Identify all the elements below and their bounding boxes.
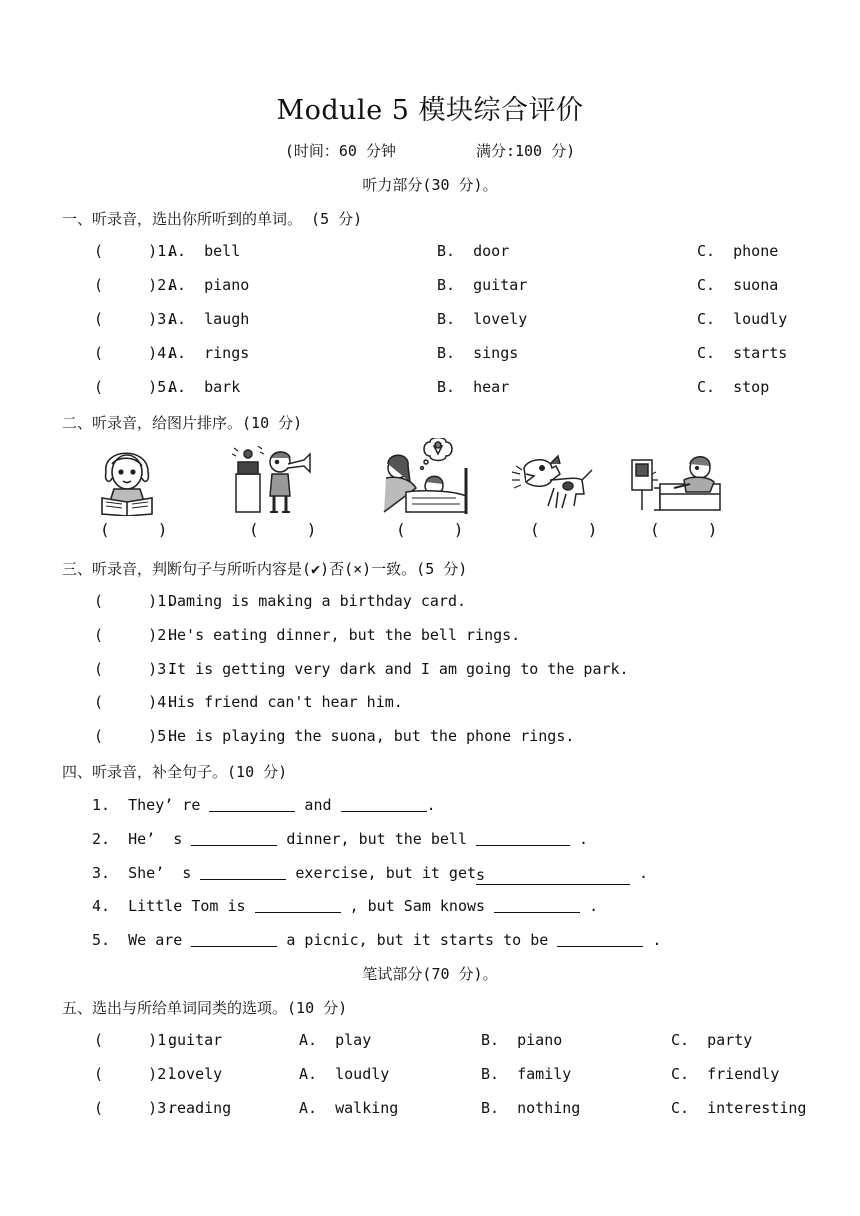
listening-header: 听力部分(30 分)。: [362, 176, 498, 194]
item-number: ( )5.: [94, 727, 176, 745]
answer-blank[interactable]: [557, 930, 643, 947]
section2-heading: 二、听录音，给图片排序。(10 分): [62, 414, 303, 432]
section5-item-1: [0, 1031, 860, 1053]
text-part: dinner, but the bell: [277, 830, 477, 848]
option-b: B. door: [437, 242, 510, 260]
section4-item-3: [92, 863, 648, 885]
girl-reading-picture: [92, 442, 164, 516]
item-sentence: He is playing the suona, but the phone rings.: [168, 727, 575, 745]
item-number: ( )5.: [94, 378, 176, 396]
answer-blank[interactable]: [191, 930, 277, 947]
option-b: B. sings: [437, 344, 519, 362]
section3-heading: 三、听录音，判断句子与所听内容是(✔)否(×)一致。(5 分): [62, 560, 468, 578]
section3-item-2: [0, 626, 860, 648]
option-a: A. piano: [168, 276, 250, 294]
section1-item-1: [0, 242, 860, 264]
text-part: and: [295, 796, 341, 814]
boy-trumpet-picture: [230, 446, 312, 516]
option-a: A. rings: [168, 344, 250, 362]
text-part: 3. She’ s: [92, 864, 201, 882]
option-b: B. hear: [437, 378, 510, 396]
item-number: ( )2.: [94, 1065, 176, 1083]
given-word: reading: [168, 1099, 232, 1117]
item-number: ( )1.: [94, 242, 176, 260]
section5-heading: 五、选出与所给单词同类的选项。(10 分): [62, 999, 348, 1017]
option-c: C. party: [671, 1031, 753, 1049]
answer-blank-prefilled[interactable]: [476, 866, 630, 885]
mother-child-bed-picture: [376, 438, 470, 516]
time-limit: (时间：60 分钟: [284, 142, 396, 160]
text-part: 1. They’ re: [92, 796, 210, 814]
section4-item-5: [92, 930, 661, 949]
option-a: A. laugh: [168, 310, 250, 328]
writing-header: 笔试部分(70 分)。: [362, 965, 498, 983]
given-word: guitar: [168, 1031, 223, 1049]
item-sentence: It is getting very dark and I am going to the park.: [168, 660, 629, 678]
section1-item-5: [0, 378, 860, 400]
item-number: ( )4.: [94, 693, 176, 711]
subtitle: [0, 140, 860, 161]
section1-item-3: [0, 310, 860, 332]
section4-heading: 四、听录音，补全句子。(10 分): [62, 763, 288, 781]
given-word: lovely: [168, 1065, 223, 1083]
option-c: C. suona: [697, 276, 779, 294]
full-score: 满分:100 分): [475, 142, 576, 160]
item-number: ( )1.: [94, 1031, 176, 1049]
section3-item-3: [0, 660, 860, 682]
answer-blank[interactable]: [476, 829, 570, 846]
text-part: .: [570, 830, 589, 848]
answer-blank[interactable]: [341, 795, 427, 812]
option-a: A. walking: [299, 1099, 399, 1117]
text-part: 2. He’ s: [92, 830, 192, 848]
option-c: C. loudly: [697, 310, 788, 328]
option-b: B. lovely: [437, 310, 528, 328]
picture-3-answer[interactable]: ( ): [396, 520, 464, 539]
section5-item-3: [0, 1099, 860, 1121]
item-number: ( )3.: [94, 1099, 176, 1117]
answer-blank[interactable]: [494, 896, 580, 913]
page-title: Module 5 模块综合评价: [276, 95, 584, 126]
barking-dog-picture: [510, 454, 594, 512]
item-number: ( )2.: [94, 626, 176, 644]
option-a: A. play: [299, 1031, 372, 1049]
picture-1-answer[interactable]: ( ): [100, 520, 168, 539]
picture-4-answer[interactable]: ( ): [530, 520, 598, 539]
item-number: ( )4.: [94, 344, 176, 362]
answer-blank[interactable]: [209, 795, 295, 812]
item-number: ( )2.: [94, 276, 176, 294]
section4-item-4: [92, 896, 598, 915]
text-part: .: [643, 931, 662, 949]
prefilled-letter: s: [476, 866, 486, 884]
option-a: A. bark: [168, 378, 241, 396]
answer-blank[interactable]: [191, 829, 277, 846]
picture-5-answer[interactable]: ( ): [650, 520, 718, 539]
answer-blank[interactable]: [200, 863, 286, 880]
text-part: 5. We are: [92, 931, 192, 949]
option-c: C. friendly: [671, 1065, 780, 1083]
picture-2-answer[interactable]: ( ): [249, 520, 317, 539]
text-part: .: [630, 864, 649, 882]
section4-item-1: [92, 795, 436, 814]
section5-item-2: [0, 1065, 860, 1087]
option-b: B. guitar: [437, 276, 528, 294]
section1-heading: 一、听录音，选出你所听到的单词。 (5 分): [62, 210, 363, 228]
section3-item-5: [0, 727, 860, 749]
section3-item-4: [0, 693, 860, 715]
item-sentence: He's eating dinner, but the bell rings.: [168, 626, 521, 644]
section1-item-2: [0, 276, 860, 298]
answer-blank[interactable]: [255, 896, 341, 913]
text-part: .: [580, 897, 599, 915]
option-c: C. starts: [697, 344, 788, 362]
section3-item-1: [0, 592, 860, 614]
option-b: B. nothing: [481, 1099, 581, 1117]
text-part: .: [426, 796, 436, 814]
item-sentence: Daming is making a birthday card.: [168, 592, 467, 610]
section4-item-2: [92, 829, 588, 848]
option-c: C. phone: [697, 242, 779, 260]
text-part: 4. Little Tom is: [92, 897, 255, 915]
text-part: , but Sam knows: [340, 897, 495, 915]
item-sentence: His friend can't hear him.: [168, 693, 403, 711]
option-c: C. stop: [697, 378, 770, 396]
text-part: a picnic, but it starts to be: [277, 931, 558, 949]
option-b: B. piano: [481, 1031, 563, 1049]
item-number: ( )3.: [94, 310, 176, 328]
option-a: A. bell: [168, 242, 241, 260]
section1-item-4: [0, 344, 860, 366]
option-b: B. family: [481, 1065, 572, 1083]
option-a: A. loudly: [299, 1065, 390, 1083]
picture-row: [0, 438, 860, 548]
item-number: ( )1.: [94, 592, 176, 610]
boy-sofa-phone-picture: [630, 454, 722, 514]
text-part: exercise, but it get: [286, 864, 477, 882]
item-number: ( )3.: [94, 660, 176, 678]
option-c: C. interesting: [671, 1099, 807, 1117]
